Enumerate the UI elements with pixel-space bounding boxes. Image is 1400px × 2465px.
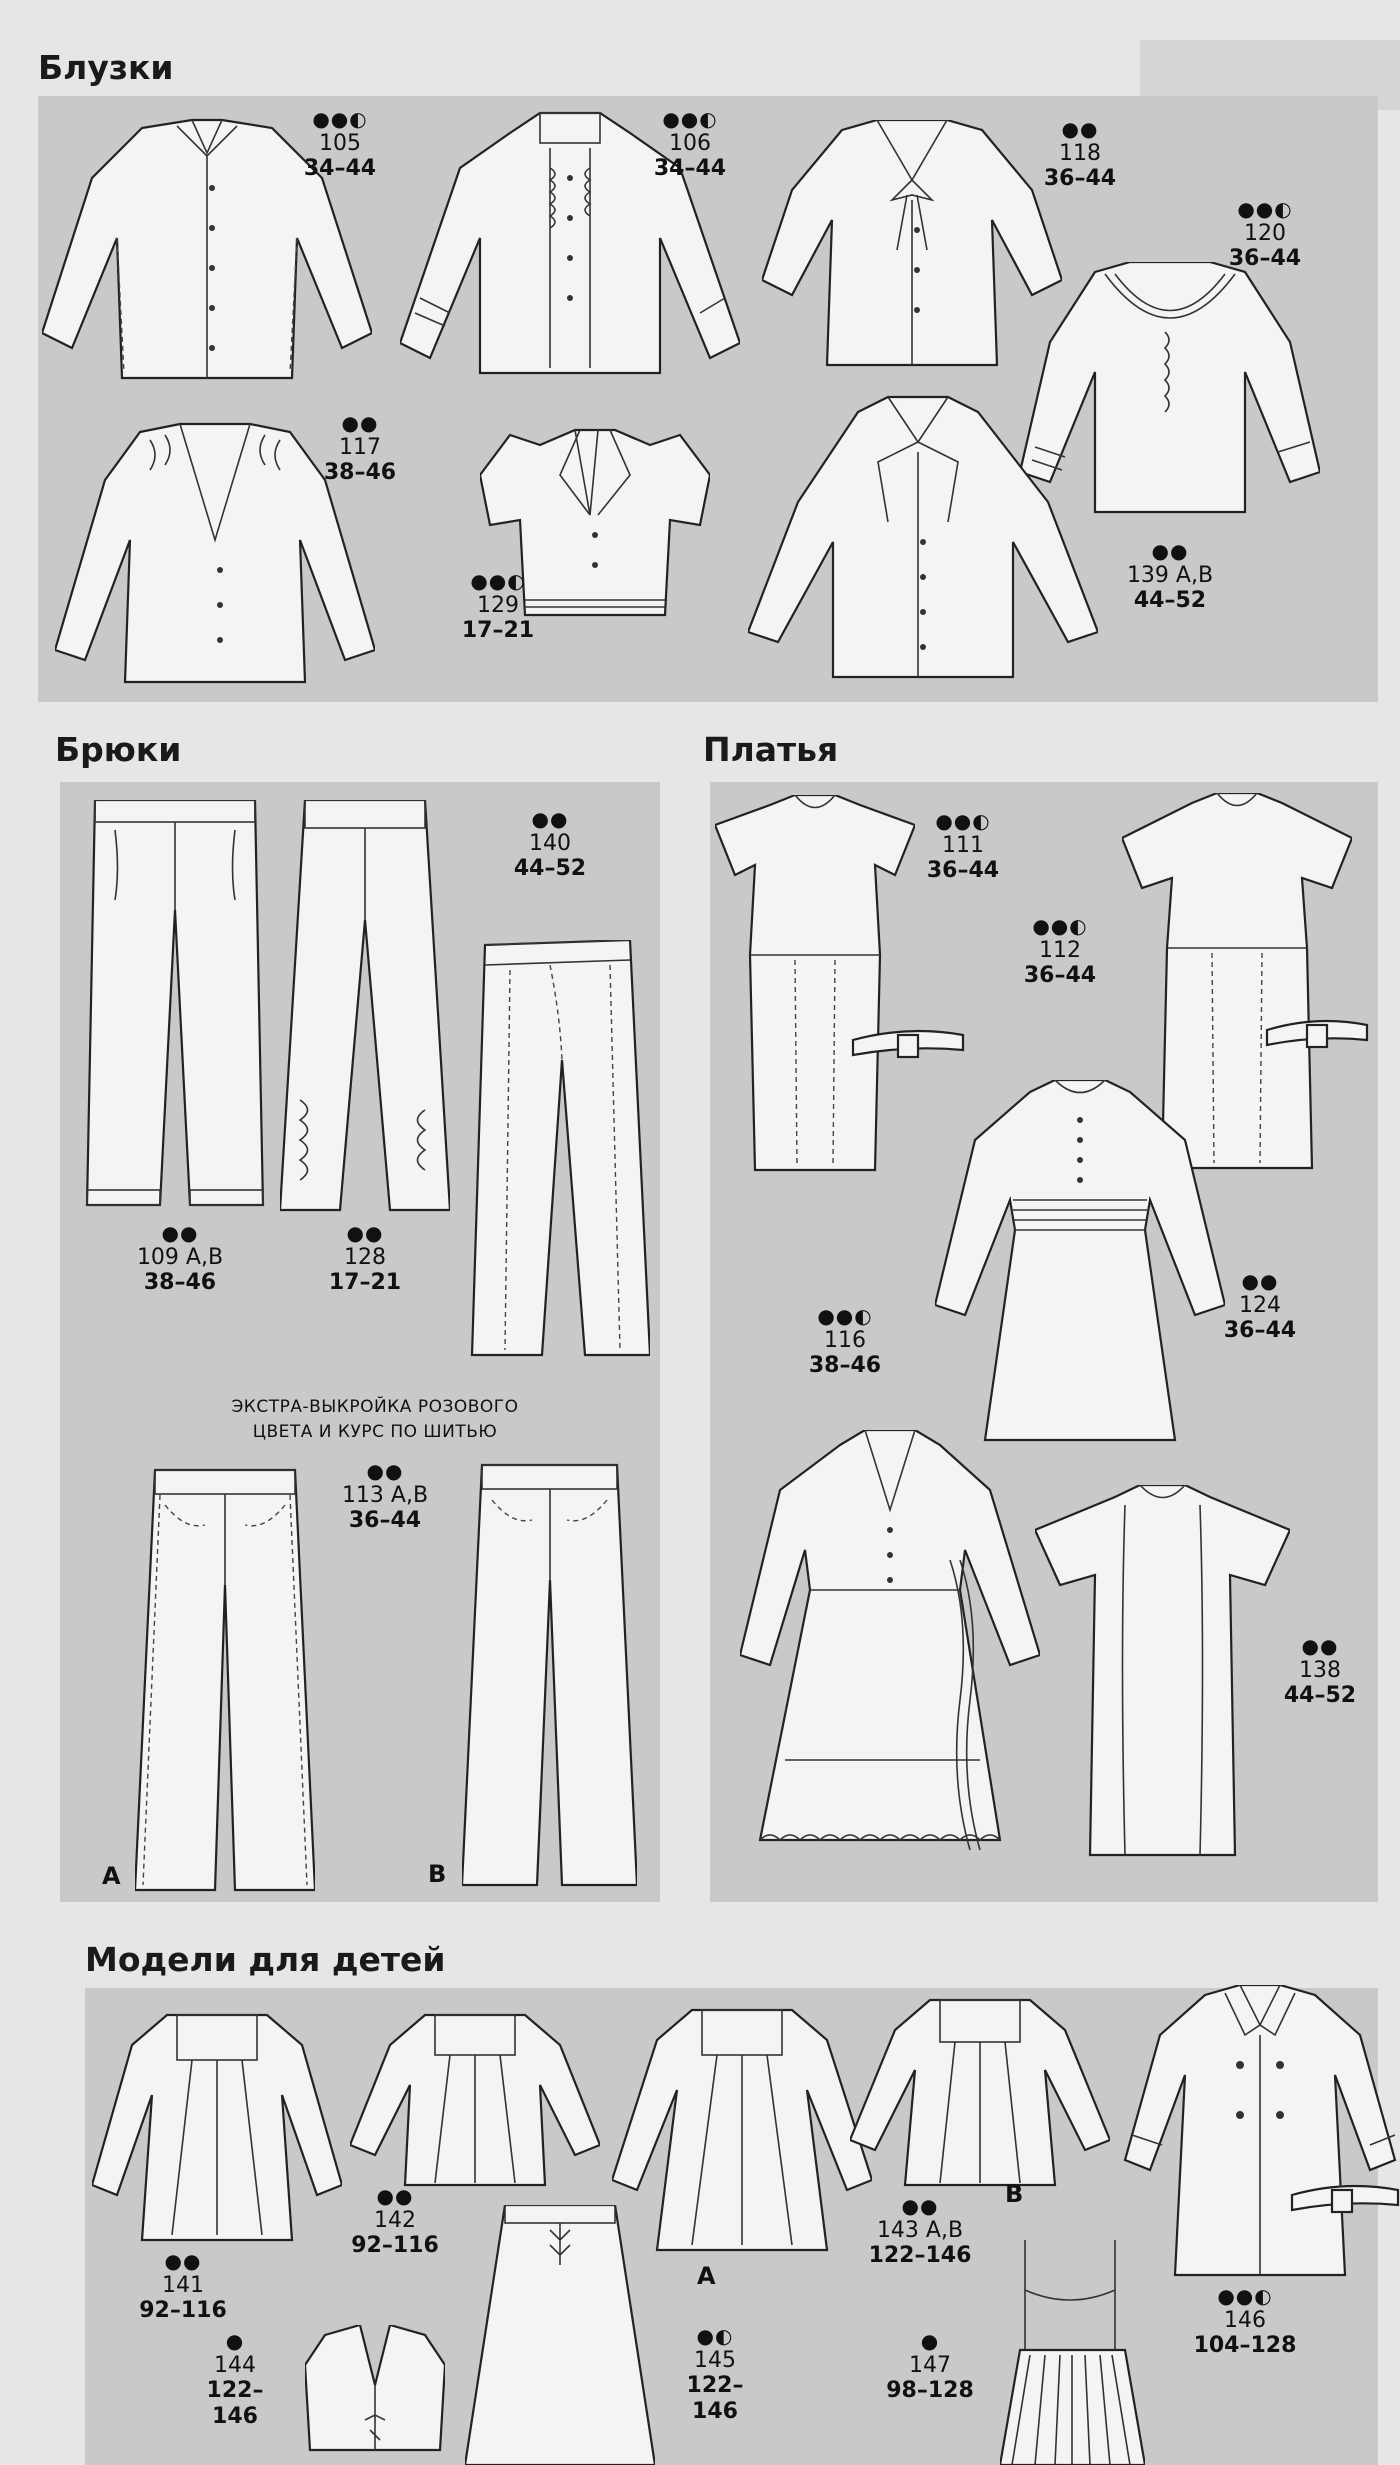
model-label-139: ●● 139 A,B 44–52 <box>1126 539 1214 614</box>
model-label-120: ●●◐ 120 36–44 <box>1228 197 1302 272</box>
garment-111-sheath-dress[interactable] <box>715 795 915 1175</box>
garment-113a-flared-trousers[interactable] <box>135 1465 315 1895</box>
model-label-124: ●● 124 36–44 <box>1223 1269 1297 1344</box>
garment-116-tiered-dress[interactable] <box>740 1430 1040 1850</box>
section-title-blouses: Блузки <box>38 48 174 87</box>
garment-128-embroidered-trousers[interactable] <box>280 800 450 1220</box>
model-label-112: ●●◐ 112 36–44 <box>1023 914 1097 989</box>
garment-146-coat[interactable] <box>1120 1985 1400 2280</box>
model-label-128: ●● 128 17–21 <box>328 1221 402 1296</box>
garment-145-skirt[interactable] <box>465 2205 655 2465</box>
model-label-140: ●● 140 44–52 <box>513 807 587 882</box>
model-label-111: ●●◐ 111 36–44 <box>926 809 1000 884</box>
garment-113b-flared-trousers[interactable] <box>462 1460 637 1890</box>
extra-pattern-note: ЭКСТРА-ВЫКРОЙКА РОЗОВОГО ЦВЕТА И КУРС ПО ШИТЬЮ <box>231 1397 519 1442</box>
section-title-trousers: Брюки <box>55 730 182 769</box>
model-label-144: ● 144 122–146 <box>206 2329 264 2429</box>
model-label-129: ●●◐ 129 17–21 <box>461 569 535 644</box>
garment-112-belt[interactable] <box>1262 1015 1372 1060</box>
variant-label-a-trousers: A <box>102 1862 121 1890</box>
model-label-147: ● 147 98–128 <box>886 2329 974 2404</box>
model-label-106: ●●◐ 106 34–44 <box>653 107 727 182</box>
model-label-109: ●● 109 A,B 38–46 <box>136 1221 224 1296</box>
garment-109-cuffed-trousers[interactable] <box>85 800 265 1210</box>
model-label-146: ●●◐ 146 104–128 <box>1193 2284 1297 2359</box>
garment-143b-blouse[interactable] <box>850 1990 1110 2190</box>
model-label-138: ●● 138 44–52 <box>1283 1634 1357 1709</box>
model-label-145: ●◐ 145 122–146 <box>686 2324 744 2424</box>
garment-124-smocked-dress[interactable] <box>935 1080 1225 1445</box>
model-label-105: ●●◐ 105 34–44 <box>303 107 377 182</box>
garment-140-straight-trousers[interactable] <box>470 940 650 1360</box>
model-label-116: ●●◐ 116 38–46 <box>808 1304 882 1379</box>
garment-139-tie-blouse[interactable] <box>748 392 1098 682</box>
model-label-118: ●● 118 36–44 <box>1043 117 1117 192</box>
garment-111-belt[interactable] <box>848 1025 968 1070</box>
garment-141-tunic[interactable] <box>92 2005 342 2245</box>
model-label-117: ●● 117 38–46 <box>323 411 397 486</box>
garment-142-blouse[interactable] <box>350 2005 600 2190</box>
garment-144-vest[interactable] <box>305 2325 445 2455</box>
garment-138-fitted-dress[interactable] <box>1035 1485 1290 1860</box>
variant-label-b-trousers: B <box>428 1860 447 1888</box>
section-title-dresses: Платья <box>703 730 839 769</box>
garment-146-belt[interactable] <box>1290 2180 1400 2225</box>
model-label-113: ●● 113 A,B 36–44 <box>341 1459 429 1534</box>
model-label-142: ●● 142 92–116 <box>351 2184 439 2259</box>
model-label-143: ●● 143 A,B 122–146 <box>868 2194 972 2269</box>
variant-label-b-kids: B <box>1005 2180 1024 2208</box>
variant-label-a-kids: A <box>697 2262 716 2290</box>
garment-116-cord-belt[interactable] <box>930 1560 990 1860</box>
model-label-141: ●● 141 92–116 <box>139 2249 227 2324</box>
section-title-kids: Модели для детей <box>85 1940 446 1979</box>
garment-147-pleated-skirt[interactable] <box>1000 2240 1145 2465</box>
garment-118-bow-blouse[interactable] <box>762 120 1062 370</box>
